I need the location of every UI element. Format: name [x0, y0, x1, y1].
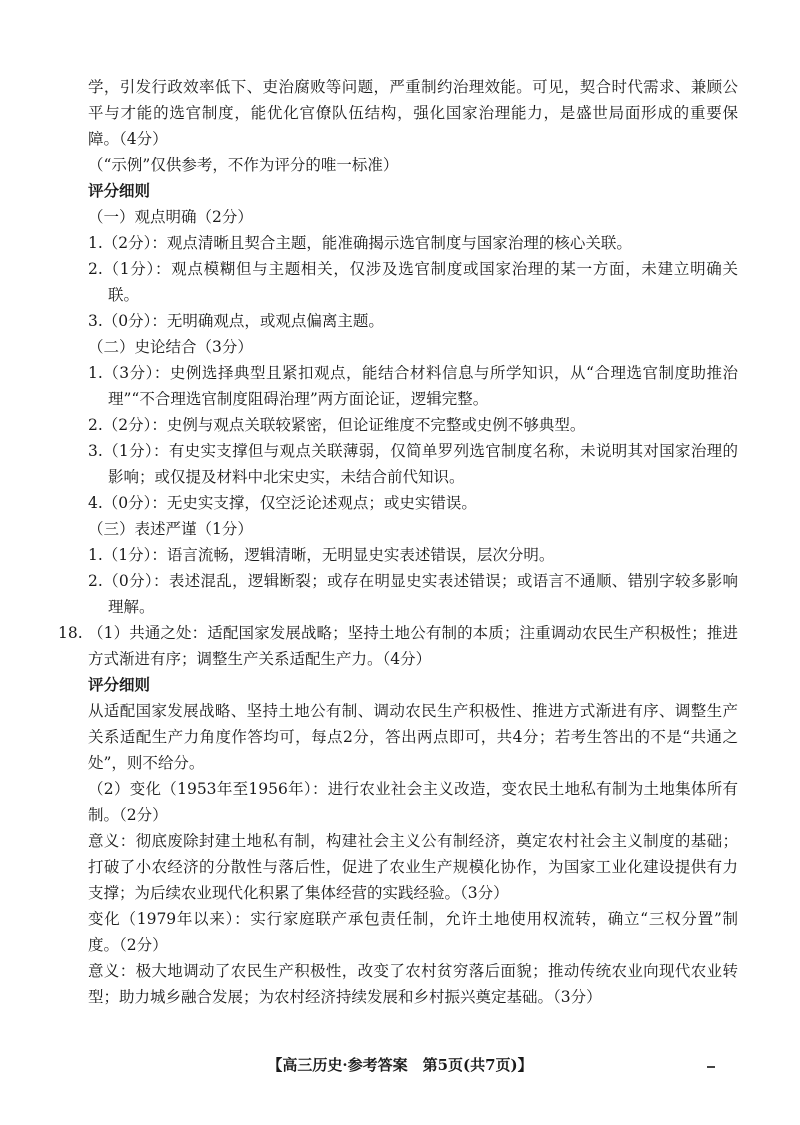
criterion-item: 3.（0分）：无明确观点，或观点偏离主题。	[88, 312, 384, 330]
criterion-item: 3.（1分）：有史实支撑但与观点关联薄弱，仅简单罗列选官制度名称，未说明其对国家治理的影响；或仅提及材料中北宋史实，未结合前代知识。	[88, 442, 738, 486]
criterion-item: 4.（0分）：无史实支撑，仅空泛论述观点；或史实错误。	[88, 494, 477, 512]
q18-significance-1979: 意义：极大地调动了农民生产积极性，改变了农村贫穷落后面貌；推动传统农业向现代农业转型；助力城乡融合发展；为农村经济持续发展和乡村振兴奠定基础。（3分）	[88, 962, 738, 1006]
q18-significance-1953: 意义：彻底废除封建土地私有制，构建社会主义公有制经济，奠定农村社会主义制度的基础；打破了小农经济的分散性与落后性，促进了农业生产规模化协作，为国家工业化建设提供有力支撑；为后续农业现代化积累了集体经营的实践经验。（3分）	[88, 832, 738, 902]
criterion-heading-3: （三）表述严谨（1分）	[88, 520, 253, 538]
criterion-item: 2.（0分）：表述混乱，逻辑断裂；或存在明显史实表述错误；或语言不通顺、错别字较多影响理解。	[88, 572, 738, 616]
question-number: 18.	[58, 624, 83, 642]
criterion-item: 2.（1分）：观点模糊但与主题相关，仅涉及选官制度或国家治理的某一方面，未建立明确关联。	[88, 260, 738, 304]
criterion-heading-2: （二）史论结合（3分）	[88, 338, 253, 356]
criterion-item: 2.（2分）：史例与观点关联较紧密，但论证维度不完整或史例不够典型。	[88, 416, 586, 434]
note-example: （“示例”仅供参考，不作为评分的唯一标准）	[88, 156, 399, 174]
q18-change-1953: （2）变化（1953年至1956年）：进行农业社会主义改造，变农民土地私有制为土地集体所有制。（2分）	[88, 780, 738, 824]
paragraph-conclusion: 学，引发行政效率低下、吏治腐败等问题，严重制约治理效能。可见，契合时代需求、兼顾公平与才能的选官制度，能优化官僚队伍结构，强化国家治理能力，是盛世局面形成的重要保障。（4分）	[88, 78, 738, 148]
q18-part1-answer: （1）共通之处：适配国家发展战略；坚持土地公有制的本质；注重调动农民生产积极性；推进方式渐进有序；调整生产关系适配生产力。（4分）	[88, 624, 738, 668]
page-footer: 【高三历史·参考答案 第5页(共7页)】	[267, 1056, 533, 1074]
criterion-item: 1.（1分）：语言流畅，逻辑清晰，无明显史实表述错误，层次分明。	[88, 546, 555, 564]
corner-mark	[707, 1066, 715, 1068]
scoring-heading: 评分细则	[88, 181, 151, 200]
q18-scoring-detail: 从适配国家发展战略、坚持土地公有制、调动农民生产积极性、推进方式渐进有序、调整生产关系适配生产力角度作答均可，每点2分，答出两点即可，共4分；若考生答出的不是“共通之处”，则不给分。	[88, 702, 738, 772]
criterion-item: 1.（3分）：史例选择典型且紧扣观点，能结合材料信息与所学知识，从“合理选官制度助推治理”“不合理选官制度阻碍治理”两方面论证，逻辑完整。	[88, 364, 738, 408]
question-18	[58, 620, 738, 1010]
q18-scoring-heading: 评分细则	[88, 675, 151, 694]
answer-content	[58, 74, 738, 1010]
q18-change-1979: 变化（1979年以来）：实行家庭联产承包责任制，允许土地使用权流转，确立“三权分置”制度。（2分）	[88, 910, 738, 954]
criterion-heading-1: （一）观点明确（2分）	[88, 208, 253, 226]
criterion-item: 1.（2分）：观点清晰且契合主题，能准确揭示选官制度与国家治理的核心关联。	[88, 234, 632, 252]
